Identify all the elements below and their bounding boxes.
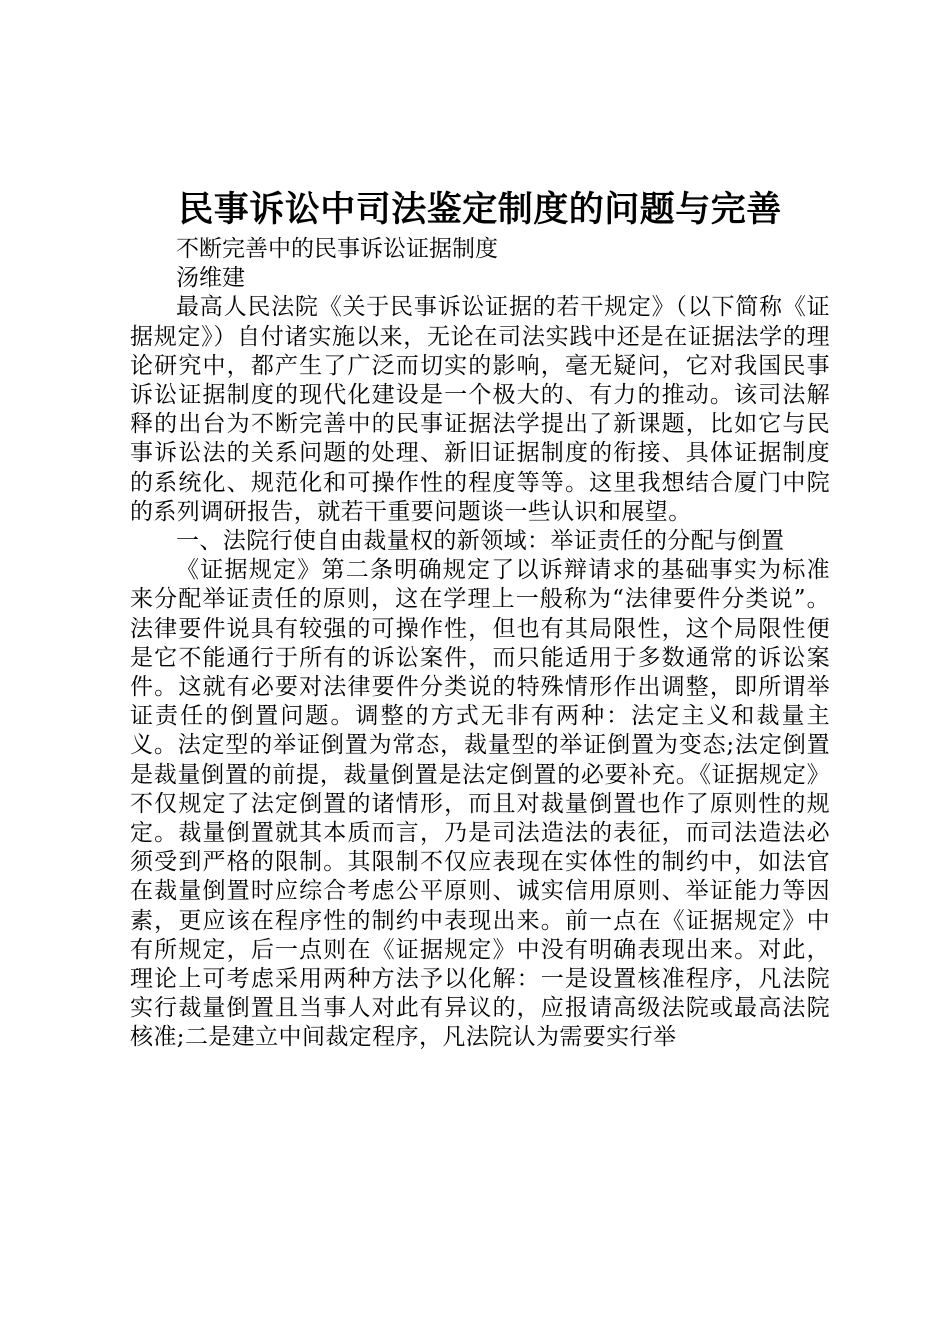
body-paragraph-intro: 最高人民法院《关于民事诉讼证据的若干规定》（以下简称《证据规定》）自付诸实施以来，无论在司法实践中还是在证据法学的理论研究中，都产生了广泛而切实的影响，毫无疑问，它对我国民事诉讼证据制度的现代化建设是一个极大的、有力的推动。该司法解释的出台为不断完善中的民事证据法学提出了新课题，比如它与民事诉讼法的关系问题的处理、新旧证据制度的衔接、具体证据制度的系统化、规范化和可操作性的程度等等。这里我想结合厦门中院的系列调研报告，就若干重要问题谈一些认识和展望。	[130, 294, 830, 525]
document-page	[130, 0, 830, 1053]
document-subtitle: 不断完善中的民事诉讼证据制度	[176, 236, 498, 262]
body-paragraph: 《证据规定》第二条明确规定了以诉辩请求的基础事实为标准来分配举证责任的原则，这在学理上一般称为“法律要件分类说”。法律要件说具有较强的可操作性，但也有其局限性，这个局限性便是它不能通行于所有的诉讼案件，而只能适用于多数通常的诉讼案件。这就有必要对法律要件分类说的特殊情形作出调整，即所谓举证责任的倒置问题。调整的方式无非有两种：法定主义和裁量主义。法定型的举证倒置为常态，裁量型的举证倒置为变态;法定倒置是裁量倒置的前提，裁量倒置是法定倒置的必要补充。《证据规定》不仅规定了法定倒置的诸情形，而且对裁量倒置也作了原则性的规定。裁量倒置就其本质而言，乃是司法造法的表征，而司法造法必须受到严格的限制。其限制不仅应表现在实体性的制约中，如法官在裁量倒置时应综合考虑公平原则、诚实信用原则、举证能力等因素，更应该在程序性的制约中表现出来。前一点在《证据规定》中有所规定，后一点则在《证据规定》中没有明确表现出来。对此，理论上可考虑采用两种方法予以化解：一是设置核准程序，凡法院实行裁量倒置且当事人对此有异议的，应报请高级法院或最高法院核准;二是建立中间裁定程序，凡法院认为需要实行举	[130, 557, 830, 1051]
section-heading: 一、法院行使自由裁量权的新领域：举证责任的分配与倒置	[176, 528, 785, 555]
document-title: 民事诉讼中司法鉴定制度的问题与完善	[178, 190, 782, 230]
document-author: 汤维建	[176, 265, 245, 292]
